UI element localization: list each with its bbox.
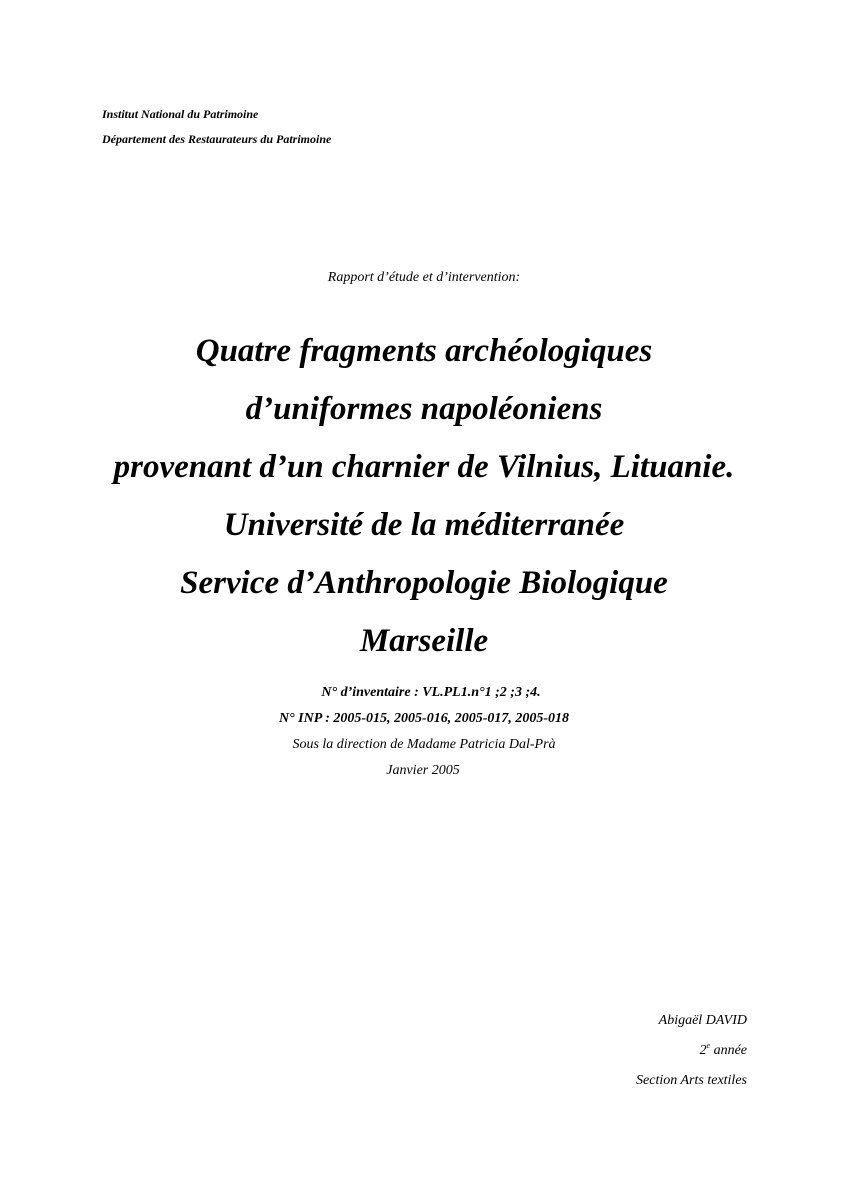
institution-header [102, 102, 331, 152]
title-line-3: provenant d’un charnier de Vilnius, Lituanie. [113, 449, 735, 485]
department-name: Département des Restaurateurs du Patrimoine [102, 132, 332, 146]
report-type: Rapport d’étude et d’intervention: [327, 270, 521, 285]
title-line-4: Université de la méditerranée [223, 507, 625, 543]
year-number: 2 [699, 1043, 707, 1058]
title-line-5: Service d’Anthropologie Biologique [180, 565, 668, 601]
author-section: Section Arts textiles [636, 1073, 747, 1088]
year-label: année [710, 1043, 747, 1058]
title-line-1: Quatre fragments archéologiques [195, 333, 653, 369]
title-line-2: d’uniformes napoléoniens [245, 391, 603, 427]
year-suffix: e [706, 1041, 711, 1050]
supervision: Sous la direction de Madame Patricia Dal-Prà [292, 737, 556, 752]
inp-number: N° INP : 2005-015, 2005-016, 2005-017, 2005-018 [278, 711, 570, 726]
document-title [0, 322, 848, 670]
author-block [636, 1006, 747, 1096]
author-name: Abigaël DAVID [658, 1013, 747, 1028]
institution-name: Institut National du Patrimoine [102, 107, 259, 121]
inventory-number: N° d’inventaire : VL.PL1.n°1 ;2 ;3 ;4. [321, 685, 541, 700]
document-metadata [0, 680, 848, 784]
author-year [636, 1036, 747, 1066]
document-date: Janvier 2005 [386, 763, 460, 778]
title-line-6: Marseille [359, 623, 489, 659]
